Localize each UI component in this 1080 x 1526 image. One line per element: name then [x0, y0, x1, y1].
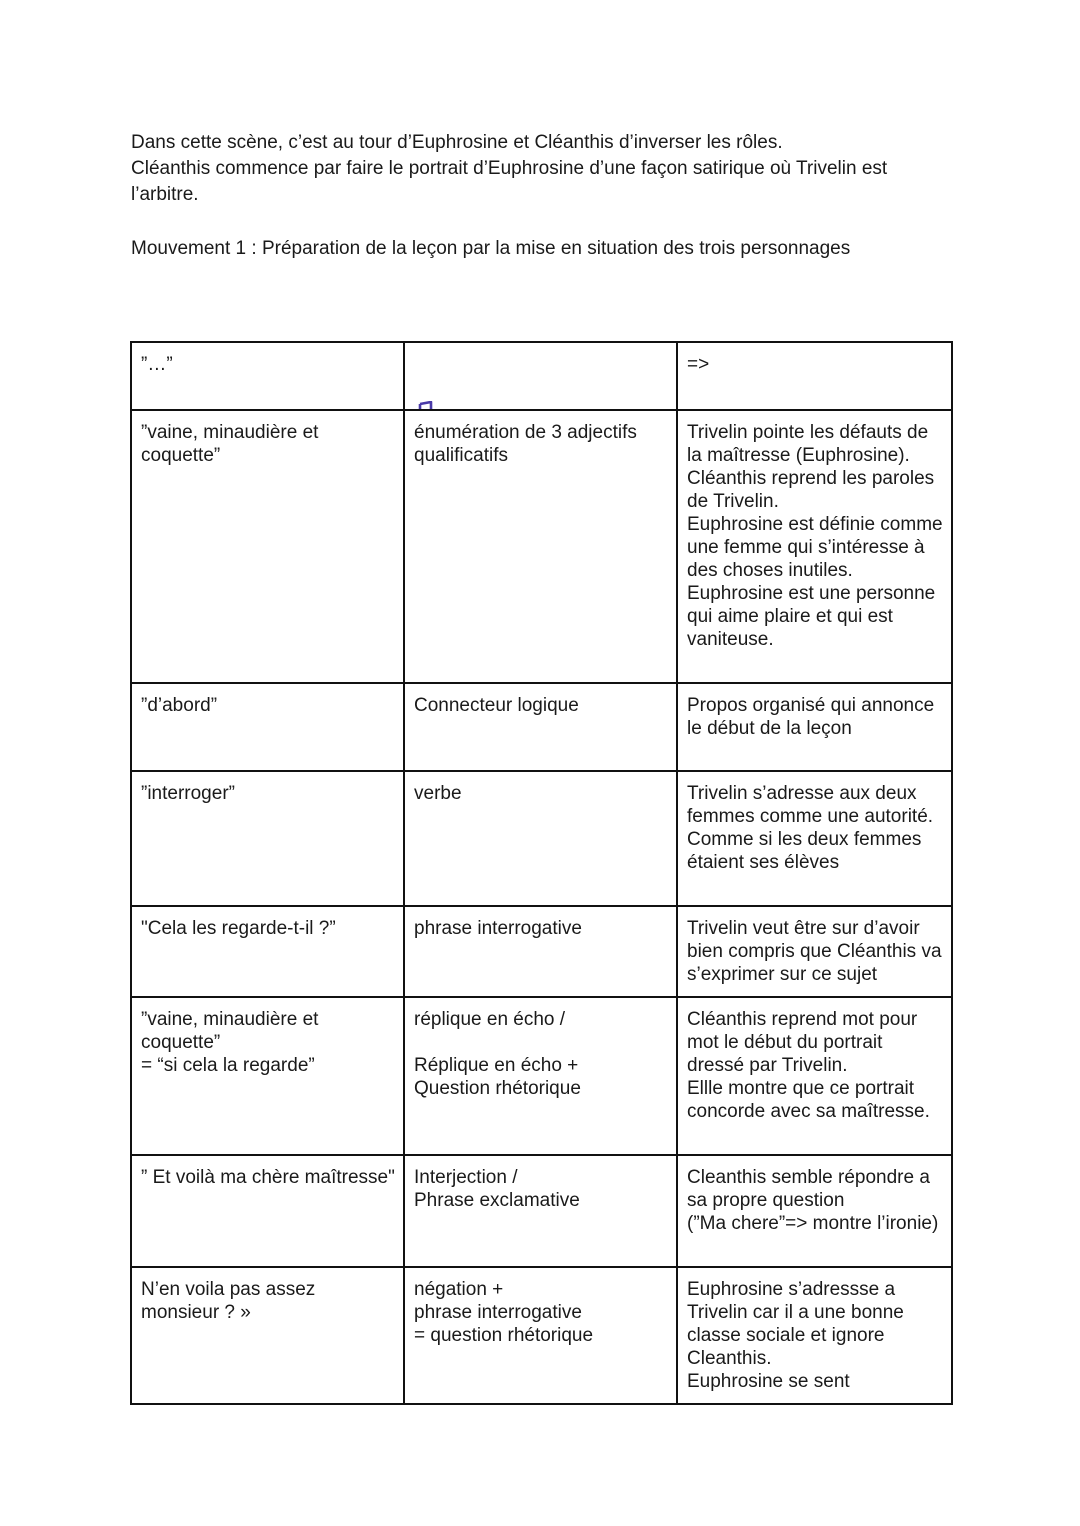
table-row	[131, 906, 952, 997]
table-row	[131, 410, 952, 683]
quote-cell: "Cela les regarde-t-il ?”	[131, 906, 404, 997]
table-row	[131, 997, 952, 1155]
quote-cell: ” Et voilà ma chère maîtresse"	[131, 1155, 404, 1267]
device-cell: Connecteur logique	[404, 683, 677, 771]
table-row	[131, 1155, 952, 1267]
intro-line-2: Cléanthis commence par faire le portrait d’Euphrosine d’une façon satirique où Trivelin est l’arbitre.	[131, 158, 888, 205]
device-cell: phrase interrogative	[404, 906, 677, 997]
table-row	[131, 771, 952, 906]
quote-cell: N’en voila pas assez monsieur ? »	[131, 1267, 404, 1404]
effect-cell: Propos organisé qui annonce le début de la leçon	[677, 683, 952, 771]
quote-cell: ”vaine, minaudière et coquette” = “si cela la regarde”	[131, 997, 404, 1155]
quote-cell: ”d’abord”	[131, 683, 404, 771]
table-header-row	[131, 342, 952, 410]
device-cell: réplique en écho / Réplique en écho + Question rhétorique	[404, 997, 677, 1155]
device-cell: Interjection / Phrase exclamative	[404, 1155, 677, 1267]
table-row	[131, 683, 952, 771]
effect-cell: Trivelin pointe les défauts de la maîtresse (Euphrosine). Cléanthis reprend les paroles de Trivelin. Euphrosine est définie comme une femme qui s’intéresse à des choses inutiles. Euphrosine est une personne qui aime plaire et qui est vaniteuse.	[677, 410, 952, 683]
header-effect-cell: =>	[677, 342, 952, 410]
effect-cell: Cléanthis reprend mot pour mot le début du portrait dressé par Trivelin. Ellle montre que ce portrait concorde avec sa maîtresse.	[677, 997, 952, 1155]
header-quote-cell: ”…”	[131, 342, 404, 410]
quote-cell: ”interroger”	[131, 771, 404, 906]
header-device-cell	[404, 342, 677, 410]
device-cell: négation + phrase interrogative = question rhétorique	[404, 1267, 677, 1404]
effect-cell: Trivelin s’adresse aux deux femmes comme une autorité. Comme si les deux femmes étaient ses élèves	[677, 771, 952, 906]
movement-title: Mouvement 1 : Préparation de la leçon par la mise en situation des trois personnages	[131, 238, 851, 259]
analysis-table	[130, 341, 953, 1405]
effect-cell: Trivelin veut être sur d’avoir bien compris que Cléanthis va s’exprimer sur ce sujet	[677, 906, 952, 997]
table-row	[131, 1267, 952, 1404]
intro-paragraph	[131, 130, 951, 208]
quote-cell: ”vaine, minaudière et coquette”	[131, 410, 404, 683]
device-cell: énumération de 3 adjectifs qualificatifs	[404, 410, 677, 683]
music-note-icon	[414, 378, 434, 398]
effect-cell: Cleanthis semble répondre a sa propre question (”Ma chere”=> montre l’ironie)	[677, 1155, 952, 1267]
device-cell: verbe	[404, 771, 677, 906]
intro-line-1: Dans cette scène, c’est au tour d’Euphrosine et Cléanthis d’inverser les rôles.	[131, 132, 783, 153]
effect-cell: Euphrosine s’adressse a Trivelin car il a une bonne classe sociale et ignore Cleanthis. Euphrosine se sent	[677, 1267, 952, 1404]
